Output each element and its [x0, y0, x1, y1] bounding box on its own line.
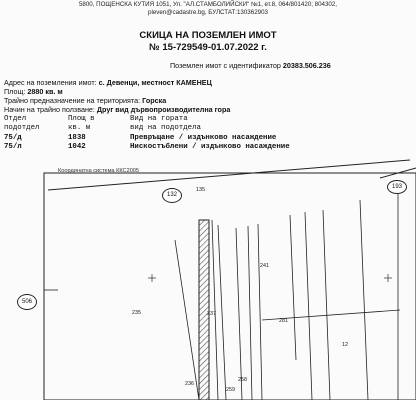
- parcel-boundary: [212, 220, 218, 400]
- parcel-number: 241: [260, 263, 269, 269]
- table-header-cell: вид на подотдела: [130, 124, 201, 132]
- table-header-cell: подотдел: [4, 124, 40, 132]
- table-cell-subsection: 75/д: [4, 134, 22, 142]
- parcel-boundary: [48, 160, 410, 190]
- parcel-boundary: [290, 215, 296, 360]
- parcel-boundary: [218, 225, 226, 400]
- area-value: 2880 кв. м: [27, 87, 63, 96]
- usage-value: Друг вид дървопроизводителна гора: [96, 105, 231, 114]
- parcel-number: 237: [207, 311, 216, 317]
- parcel-number: 258: [238, 377, 247, 383]
- parcel-boundary: [323, 210, 330, 400]
- address-value: с. Девенци, местност КАМЕНЕЦ: [98, 78, 212, 87]
- table-header-cell: кв. м: [68, 124, 91, 132]
- identifier-value: 20383.506.236: [282, 61, 331, 70]
- document-title: СКИЦА НА ПОЗЕМЛЕН ИМОТ: [139, 30, 277, 41]
- area-label: Площ:: [4, 87, 26, 96]
- parcel-boundary: [258, 224, 262, 400]
- coordinate-system-label: Координатна система ККС2005: [58, 168, 140, 174]
- address-label: Адрес на поземления имот:: [4, 78, 97, 87]
- parcel-number: 281: [279, 318, 288, 324]
- table-header-cell: Площ в: [68, 115, 95, 123]
- document-number: № 15-729549-01.07.2022 г.: [149, 42, 267, 53]
- header-contact-line: pleven@cadastre.bg, БУЛСТАТ:130362903: [148, 9, 268, 16]
- parcel-number: 12: [342, 342, 348, 348]
- table-header-cell: Отдел: [4, 115, 27, 123]
- grid-cross: [148, 274, 156, 282]
- table-cell-area: 1838: [68, 134, 86, 142]
- parcel-number: 236: [185, 381, 194, 387]
- header-address-line: 5800, ПОЩЕНСКА КУТИЯ 1051, Ул. "АЛ.СТАМБОЛИЙСКИ" №1, ет.8, 064/801420; 804302,: [78, 1, 338, 8]
- parcel-number: 135: [196, 187, 205, 193]
- grid-cross: [384, 274, 392, 282]
- parcel-boundary: [236, 228, 242, 400]
- parcel-boundary: [305, 212, 312, 400]
- parcel-boundary: [175, 240, 199, 400]
- table-cell-subsection: 75/л: [4, 143, 22, 151]
- parcel-boundary: [248, 226, 252, 400]
- usage-label: Начин на трайно ползване:: [4, 105, 95, 114]
- parcel-number: 235: [132, 310, 141, 316]
- circled-parcel-label: 193: [387, 180, 407, 194]
- parcel-number: 259: [226, 387, 235, 393]
- circled-parcel-label: 132: [162, 188, 182, 203]
- parcel-boundary: [360, 200, 368, 400]
- target-parcel-236: [199, 220, 209, 400]
- table-cell-forest-type: Нискостъблени / издънково насаждение: [130, 143, 290, 151]
- table-cell-forest-type: Превръщане / издънково насаждение: [130, 134, 277, 142]
- purpose-label: Трайно предназначение на територията:: [4, 96, 141, 105]
- identifier-label: Поземлен имот с идентификатор: [170, 61, 281, 70]
- circled-parcel-label: 506: [17, 294, 37, 310]
- table-header-cell: Вид на гората: [130, 115, 188, 123]
- table-cell-area: 1042: [68, 143, 86, 151]
- purpose-value: Горска: [142, 96, 167, 105]
